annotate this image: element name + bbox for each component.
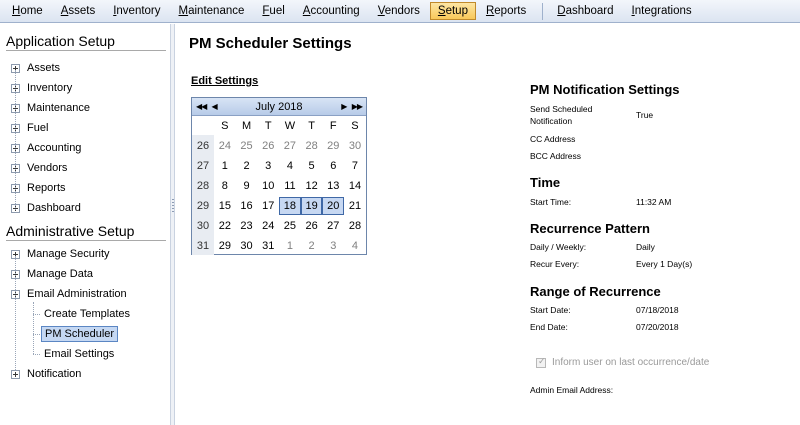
menu-separator	[542, 3, 543, 20]
week-number: 30	[196, 220, 210, 232]
tree-connector-line	[15, 256, 16, 374]
send-notification-label: Send Scheduled Notification	[530, 104, 593, 126]
admin-email-label: Admin Email Address:	[530, 385, 614, 395]
calendar-day-selected[interactable]: 18	[279, 197, 301, 215]
application-setup-title: Application Setup	[6, 33, 166, 51]
calendar-day[interactable]: 16	[240, 200, 253, 212]
tree-item-label: Manage Data	[27, 268, 94, 280]
calendar-day[interactable]: 7	[351, 160, 359, 172]
calendar-day[interactable]: 28	[348, 220, 362, 232]
calendar-day[interactable]: 14	[348, 180, 362, 192]
start-date-value: 07/18/2018	[636, 305, 679, 315]
inform-user-checkbox[interactable]	[536, 358, 546, 368]
calendar-day[interactable]: 3	[330, 240, 337, 252]
cc-address-label: CC Address	[530, 134, 576, 144]
menu-item-vendors[interactable]: Vendors	[377, 5, 420, 17]
calendar-day[interactable]: 12	[305, 180, 318, 192]
calendar-day[interactable]: 27	[283, 140, 297, 152]
tree-connector-line	[33, 334, 40, 335]
week-number: 28	[196, 180, 210, 192]
inform-user-option	[536, 357, 709, 368]
edit-settings-link[interactable]: Edit Settings	[191, 75, 259, 87]
calendar-day[interactable]: 29	[327, 140, 340, 152]
tree-child-label: Create Templates	[44, 308, 131, 320]
menu-item-setup[interactable]: Setup	[430, 2, 476, 20]
weekday-label: M	[241, 120, 252, 132]
administrative-setup-title: Administrative Setup	[6, 223, 166, 241]
calendar-week-row	[192, 176, 366, 196]
start-time-label: Start Time:	[530, 197, 572, 207]
tree-item-label: Fuel	[27, 122, 49, 134]
tree-item-label: Accounting	[27, 142, 82, 154]
calendar-day[interactable]: 30	[348, 140, 362, 152]
tree-connector-line	[33, 314, 40, 315]
calendar-day[interactable]: 8	[221, 180, 228, 192]
calendar-day[interactable]: 24	[262, 220, 275, 232]
calendar-nav-left	[196, 102, 218, 111]
tree-item-vendors[interactable]	[11, 160, 67, 176]
inform-user-label: Inform user on last occurrence/date	[552, 357, 710, 368]
calendar-day[interactable]: 6	[330, 160, 337, 172]
calendar-day[interactable]: 25	[283, 220, 297, 232]
recurrence-type-label: Daily / Weekly:	[530, 242, 587, 252]
menu-item-accounting[interactable]: Accounting	[302, 5, 360, 17]
weekday-label: S	[351, 120, 359, 132]
tree-item-label: Manage Security	[27, 248, 110, 260]
end-date-label: End Date:	[530, 322, 568, 332]
tree-item-label: Notification	[27, 368, 82, 380]
tree-item-label: Vendors	[27, 162, 68, 174]
menu-item-maintenance[interactable]: Maintenance	[178, 5, 245, 17]
tree-item-label: Inventory	[27, 82, 73, 94]
tree-child-label: Email Settings	[44, 348, 115, 360]
calendar-month-label[interactable]: July 2018	[255, 100, 303, 113]
calendar-day[interactable]: 4	[286, 160, 293, 172]
menu-item-assets[interactable]: Assets	[60, 5, 96, 17]
prev-month-icon[interactable]: ◀	[211, 102, 217, 111]
calendar-day[interactable]: 26	[262, 140, 275, 152]
calendar-day[interactable]: 2	[243, 160, 250, 172]
calendar-day[interactable]: 2	[308, 240, 315, 252]
week-number-header	[192, 117, 214, 135]
tree-item-fuel[interactable]	[11, 120, 48, 136]
tree-child-label: PM Scheduler	[41, 326, 118, 342]
calendar-day[interactable]: 9	[243, 180, 250, 192]
tree-item-notification[interactable]	[11, 366, 81, 382]
week-number: 31	[196, 240, 210, 252]
calendar-day[interactable]: 5	[308, 160, 315, 172]
week-number: 29	[196, 200, 210, 212]
tree-item-email-administration[interactable]	[11, 286, 127, 302]
weekday-label: W	[284, 120, 296, 132]
weekday-label: F	[329, 120, 337, 132]
tree-item-label: Assets	[27, 62, 61, 74]
calendar-day[interactable]: 27	[327, 220, 340, 232]
start-time-value: 11:32 AM	[636, 197, 672, 207]
calendar-week-row	[192, 196, 366, 216]
tree-item-dashboard[interactable]	[11, 200, 81, 216]
tree-item-inventory[interactable]	[11, 80, 72, 96]
tree-item-label: Dashboard	[27, 202, 81, 214]
tree-connector-line	[33, 354, 40, 355]
calendar-week-row	[192, 236, 366, 256]
calendar-day[interactable]: 4	[351, 240, 359, 252]
calendar-day[interactable]: 1	[286, 240, 293, 252]
tree-item-manage-data[interactable]	[11, 266, 93, 282]
tree-item-accounting[interactable]	[11, 140, 81, 156]
panel-splitter[interactable]	[171, 24, 175, 425]
calendar-day[interactable]: 22	[218, 220, 231, 232]
end-date-value: 07/20/2018	[636, 322, 679, 332]
calendar-nav-right	[340, 102, 362, 111]
tree-item-assets[interactable]	[11, 60, 60, 76]
calendar-day[interactable]: 26	[305, 220, 318, 232]
tree-child-create-templates[interactable]	[41, 306, 133, 322]
weekday-label: T	[264, 120, 272, 132]
calendar-week-row	[192, 156, 366, 176]
notification-settings-heading: PM Notification Settings	[530, 82, 680, 97]
calendar-day[interactable]: 28	[305, 140, 318, 152]
calendar-day[interactable]: 24	[218, 140, 231, 152]
calendar-day[interactable]: 3	[265, 160, 272, 172]
recurrence-type-value: Daily	[636, 242, 655, 252]
calendar-day-selected[interactable]: 19	[301, 197, 323, 215]
calendar-day-selected[interactable]: 20	[322, 197, 344, 215]
tree-item-label: Reports	[27, 182, 66, 194]
calendar-day[interactable]: 31	[262, 240, 275, 252]
expand-plus-icon[interactable]	[11, 370, 20, 379]
tree-child-email-settings[interactable]	[41, 346, 117, 362]
splitter-grip-icon	[172, 199, 174, 213]
tree-item-label: Maintenance	[27, 102, 90, 114]
calendar-week-row	[192, 216, 366, 236]
next-year-icon[interactable]: ▶▶	[351, 102, 362, 111]
calendar-day[interactable]: 21	[348, 200, 362, 212]
tree-item-maintenance[interactable]	[11, 100, 90, 116]
calendar-header	[192, 98, 366, 116]
menu-item-fuel[interactable]: Fuel	[262, 5, 285, 17]
menu-item-home[interactable]: Home	[12, 5, 43, 17]
prev-year-icon[interactable]: ◀◀	[196, 102, 207, 111]
range-of-recurrence-heading: Range of Recurrence	[530, 284, 661, 299]
calendar-day[interactable]: 15	[218, 200, 231, 212]
weekday-label: T	[308, 120, 315, 132]
calendar-week-row	[192, 136, 366, 156]
tree-item-label: Email Administration	[27, 288, 127, 300]
calendar-day[interactable]: 10	[262, 180, 275, 192]
calendar-day[interactable]: 17	[262, 200, 275, 212]
main-menu-bar	[0, 0, 800, 23]
calendar-day[interactable]: 30	[240, 240, 253, 252]
calendar-day[interactable]: 13	[327, 180, 340, 192]
time-heading: Time	[530, 175, 561, 190]
calendar-day[interactable]: 29	[218, 240, 231, 252]
bcc-address-label: BCC Address	[530, 151, 582, 161]
tree-child-pm-scheduler[interactable]	[41, 326, 118, 342]
calendar-day[interactable]: 25	[240, 140, 253, 152]
menu-item-reports[interactable]: Reports	[485, 5, 527, 17]
calendar-grid	[192, 116, 366, 256]
tree-connector-line	[15, 70, 16, 210]
calendar-day[interactable]: 11	[284, 180, 296, 192]
page-title: PM Scheduler Settings	[189, 35, 352, 52]
recurrence-pattern-heading: Recurrence Pattern	[530, 221, 650, 236]
date-calendar[interactable]	[191, 97, 367, 255]
tree-item-manage-security[interactable]	[11, 246, 110, 262]
left-navigation	[0, 24, 171, 425]
recur-every-label: Recur Every:	[530, 259, 580, 269]
tree-connector-line	[33, 302, 34, 354]
week-number: 26	[196, 140, 210, 152]
calendar-day[interactable]: 23	[240, 220, 253, 232]
next-month-icon[interactable]: ▶	[341, 102, 347, 111]
recur-every-value: Every 1 Day(s)	[636, 259, 693, 269]
menu-item-dashboard[interactable]: Dashboard	[557, 5, 614, 17]
calendar-day[interactable]: 1	[221, 160, 228, 172]
weekday-header-row	[192, 116, 366, 136]
week-number: 27	[196, 160, 210, 172]
weekday-label: S	[221, 120, 229, 132]
tree-item-reports[interactable]	[11, 180, 66, 196]
start-date-label: Start Date:	[530, 305, 571, 315]
menu-item-inventory[interactable]: Inventory	[113, 5, 161, 17]
menu-item-integrations[interactable]: Integrations	[631, 5, 692, 17]
send-notification-value: True	[636, 110, 654, 120]
